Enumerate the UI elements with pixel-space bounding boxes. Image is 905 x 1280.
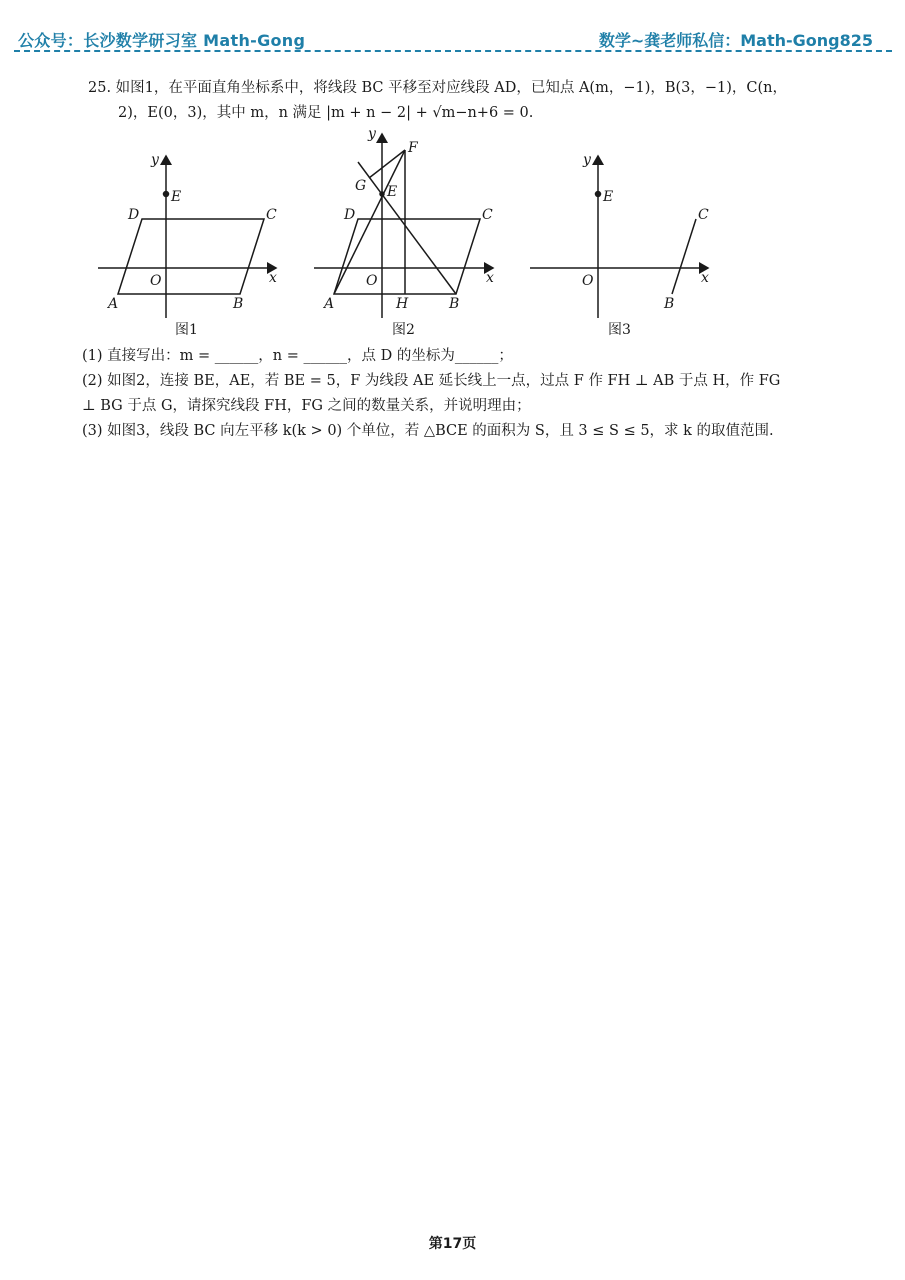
question-2-line-2: ⊥ BG 于点 G，请探究线段 FH，FG 之间的数量关系，并说明理由； [82,398,531,414]
fig2-line-fg [369,150,405,178]
fig1-label-d: D [128,207,140,223]
figure-3-labels [582,152,709,338]
fig2-label-x: x [486,270,494,286]
fig2-label-b: B [449,296,460,312]
figure-1-labels [106,152,277,338]
figure-3 [530,156,708,318]
fig1-label-y: y [151,152,159,168]
page-header [0,0,905,52]
header-left-text: 公众号：长沙数学研习室 Math-Gong [18,31,306,50]
fig2-label-y: y [368,126,376,142]
fig2-label-c: C [482,207,493,223]
fig3-label-x: x [701,270,709,286]
fig3-label-e: E [603,189,614,205]
fig2-label-g: G [355,178,367,194]
fig3-segment-bc [672,219,696,294]
page-number: 第17页 [428,1236,477,1252]
fig1-label-e: E [171,189,182,205]
figure-2 [314,134,493,318]
fig2-point-e [380,192,384,196]
fig1-label-b: B [233,296,244,312]
fig2-label-f: F [408,140,418,156]
figure-2-labels [322,126,494,338]
question-2-line-1: (2) 如图2，连接 BE，AE，若 BE = 5，F 为线段 AE 延长线上一点，过点 F 作 FH ⊥ AB 于点 H，作 FG [82,373,781,389]
fig2-label-a: A [324,296,335,312]
fig3-label-o: O [582,273,594,289]
question-1: (1) 直接写出：m = ______，n = ______，点 D 的坐标为______； [82,348,513,364]
fig3-caption: 图3 [608,322,631,338]
fig1-parallelogram [118,219,264,294]
figures-svg [88,126,728,346]
fig2-parallelogram [334,219,480,294]
fig1-point-e [164,192,169,197]
figures-row [88,126,728,346]
problem-statement [88,76,828,126]
fig1-label-x: x [269,270,277,286]
fig2-label-h: H [396,296,409,312]
fig2-label-d: D [344,207,356,223]
fig1-label-a: A [108,296,119,312]
problem-line-2: 2)，E(0，3)，其中 m，n 满足 |m + n − 2| + √m−n+6 = 0. [118,105,534,121]
fig2-label-e: E [387,184,398,200]
header-divider [14,50,892,52]
header-right-text: 数学~龚老师私信：Math-Gong825 [598,31,873,50]
fig2-label-o: O [366,273,378,289]
question-3: (3) 如图3，线段 BC 向左平移 k(k > 0) 个单位，若 △BCE 的面积为 S，且 3 ≤ S ≤ 5，求 k 的取值范围. [82,423,774,439]
fig3-label-y: y [583,152,591,168]
fig3-label-b: B [664,296,675,312]
figure-1 [98,156,276,318]
fig3-point-e [596,192,601,197]
fig1-label-o: O [150,273,162,289]
fig3-label-c: C [698,207,709,223]
fig2-caption: 图2 [392,322,415,338]
fig1-label-c: C [266,207,277,223]
problem-line-1: 25. 如图1，在平面直角坐标系中，将线段 BC 平移至对应线段 AD，已知点 A(m，−1)，B(3，−1)，C(n， [88,80,788,96]
fig1-caption: 图1 [175,322,198,338]
